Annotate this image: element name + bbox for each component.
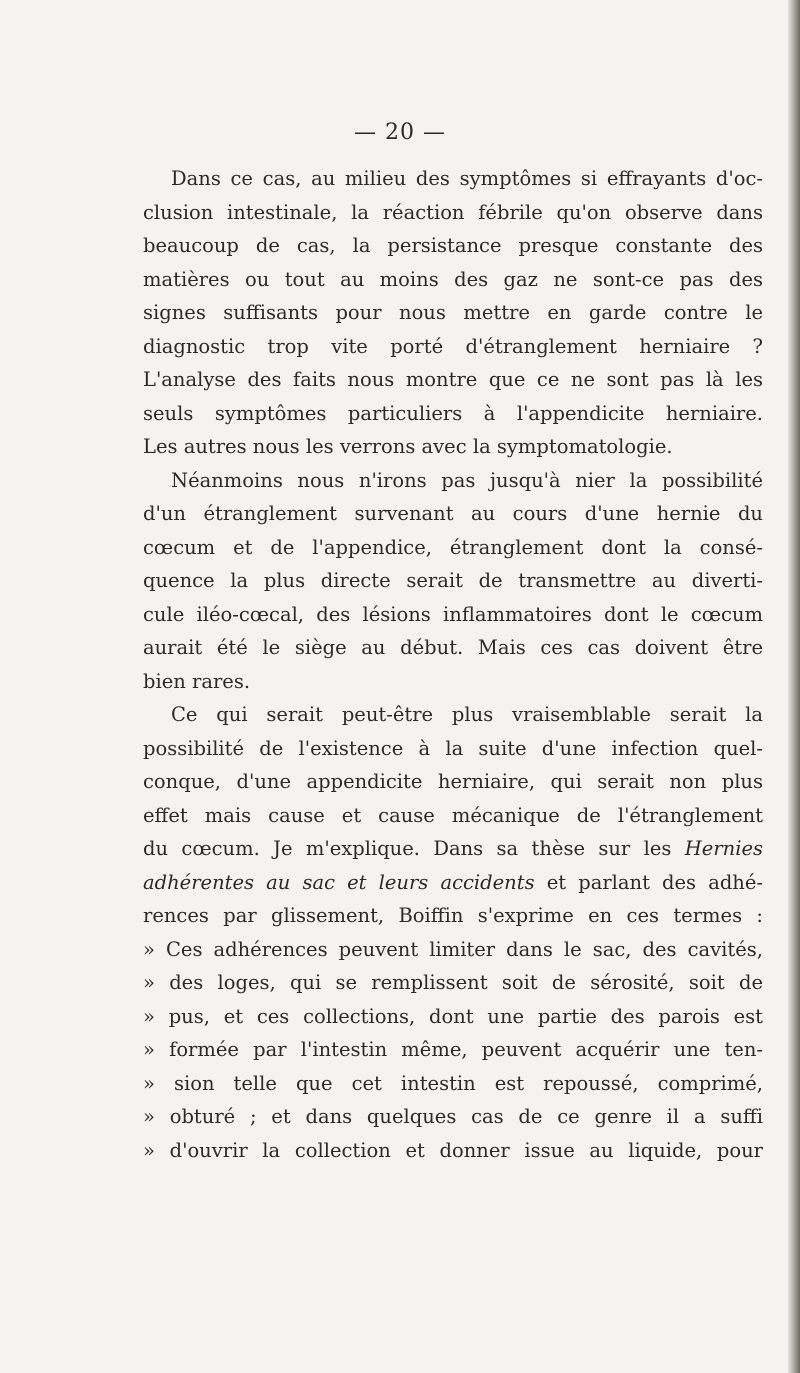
quote-line: » des loges, qui se remplissent soit de sérosité, soit de: [143, 971, 763, 994]
text-line: bien rares.: [143, 669, 251, 693]
text-line: cœcum et de l'appendice, étranglement dont la consé-: [143, 535, 763, 559]
text-line: seuls symptômes particuliers à l'appendicite herniaire.: [143, 401, 763, 425]
quote-line: » d'ouvrir la collection et donner issue au liquide, pour: [143, 1138, 763, 1162]
thesis-title-part1: Hernies: [684, 837, 763, 860]
text-line: beaucoup de cas, la persistance presque constante des: [143, 234, 763, 257]
page-edge-shadow: [788, 0, 800, 1373]
text-line: Les autres nous les verrons avec la symptomatologie.: [143, 435, 673, 458]
text-line: quence la plus directe serait de transmettre au diverti-: [143, 569, 763, 592]
text-line: effet mais cause et cause mécanique de l'étranglement: [143, 803, 763, 827]
text-line: Néanmoins nous n'irons pas jusqu'à nier la possibilité: [171, 468, 763, 492]
text-line: [143, 866, 763, 900]
quote-line: » Ces adhérences peuvent limiter dans le sac, des cavités,: [143, 937, 763, 961]
text-line: conque, d'une appendicite herniaire, qui serait non plus: [143, 770, 763, 793]
text-line: cule iléo-cœcal, des lésions inflammatoires dont le cœcum: [143, 602, 763, 626]
text-line: [143, 832, 763, 866]
text-line: diagnostic trop vite porté d'étranglement herniaire ?: [143, 334, 763, 358]
body-text: [143, 162, 763, 1167]
text-line: d'un étranglement survenant au cours d'une hernie du: [143, 502, 763, 525]
quote-line: » formée par l'intestin même, peuvent acquérir une ten-: [143, 1038, 763, 1061]
text-line: matières ou tout au moins des gaz ne sont-ce pas des: [143, 267, 763, 291]
text-line: L'analyse des faits nous montre que ce ne sont pas là les: [143, 368, 763, 391]
text-line: aurait été le siège au début. Mais ces cas doivent être: [143, 636, 763, 659]
text-span: et parlant des adhé-: [534, 870, 763, 894]
quote-line: » obturé ; et dans quelques cas de ce genre il a suffi: [143, 1105, 763, 1128]
text-span: du cœcum. Je m'explique. Dans sa thèse sur les: [143, 837, 672, 860]
page-number: — 20 —: [354, 120, 446, 145]
text-line: Ce qui serait peut-être plus vraisemblable serait la: [171, 703, 763, 726]
text-line: rences par glissement, Boiffin s'exprime en ces termes :: [143, 904, 763, 927]
text-line: signes suffisants pour nous mettre en garde contre le: [143, 301, 763, 324]
thesis-title-part2: adhérentes au sac et leurs accidents: [143, 870, 535, 894]
text-line: possibilité de l'existence à la suite d'une infection quel-: [143, 736, 763, 760]
text-line: Dans ce cas, au milieu des symptômes si effrayants d'oc-: [171, 167, 763, 190]
quote-line: » pus, et ces collections, dont une partie des parois est: [143, 1004, 763, 1028]
quote-line: » sion telle que cet intestin est repoussé, comprimé,: [143, 1071, 763, 1095]
text-line: clusion intestinale, la réaction fébrile qu'on observe dans: [143, 200, 763, 224]
